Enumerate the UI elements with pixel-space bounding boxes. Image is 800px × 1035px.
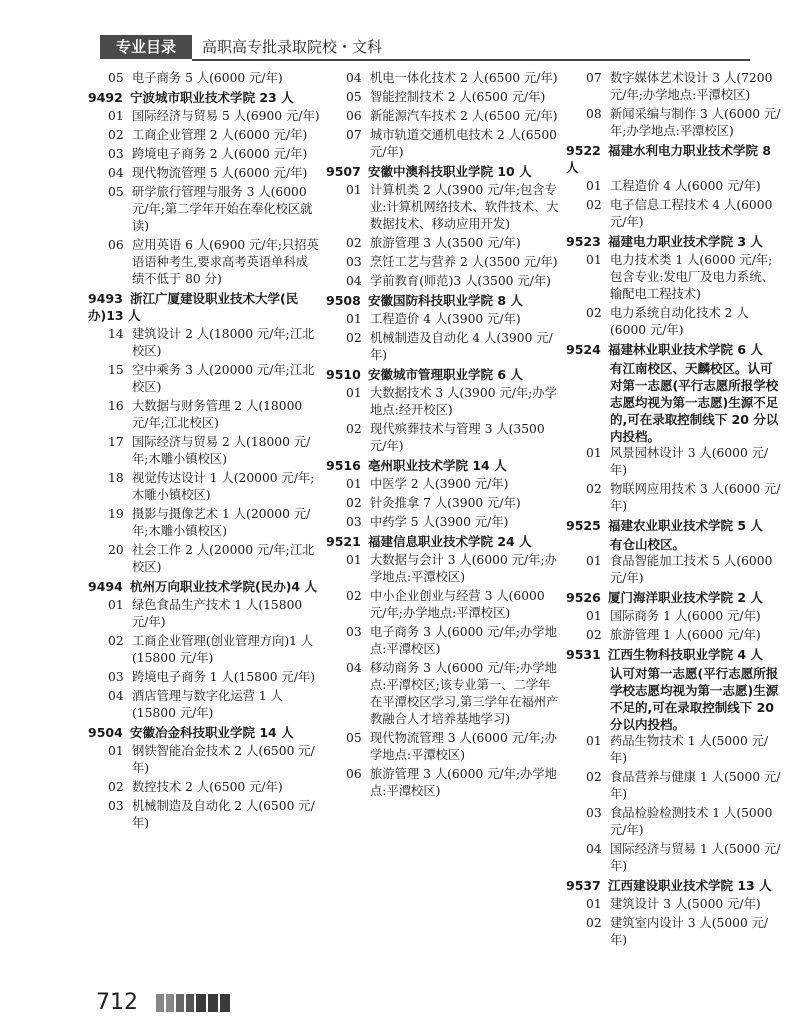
major-item [326,514,562,531]
school-name: 厦门海洋职业技术学院 2 人 [608,590,763,605]
major-text: 建筑室内设计 3 人(5000 元/年) [610,916,769,947]
major-code: 02 [346,422,362,436]
school-heading [566,517,784,534]
major-item [88,184,320,235]
major-code: 14 [108,327,124,341]
major-code: 01 [346,183,362,197]
school-name: 安徽国防科技职业学院 8 人 [368,293,523,308]
major-item [566,733,784,767]
school-name: 福建林业职业技术学院 6 人 [608,342,763,357]
school-code: 9516 [326,458,361,473]
school-heading [566,877,784,894]
major-text: 旅游管理 3 人(3500 元/年) [370,236,521,250]
major-text: 钢铁智能冶金技术 2 人(6500 元/年) [132,744,315,775]
major-text: 食品检验检测技术 1 人(5000 元/年) [610,806,773,837]
page-title: 高职高专批录取院校・文科 [202,38,383,56]
major-text: 智能控制技术 2 人(6500 元/年) [370,90,546,104]
major-item [566,252,784,303]
major-item [88,237,320,288]
major-code: 02 [586,198,602,212]
school-name: 浙江广厦建设职业技术大学(民办)13 人 [88,291,299,323]
major-code: 07 [586,71,602,85]
major-item [566,553,784,587]
major-code: 01 [346,312,362,326]
major-item [566,608,784,625]
major-code: 05 [346,90,362,104]
major-code: 04 [108,689,124,703]
major-code: 07 [346,128,362,142]
school-name: 安徽城市管理职业学院 6 人 [368,367,523,382]
major-text: 现代物流管理 3 人(6000 元/年;办学地点:平潭校区) [370,731,557,762]
page-number: 712 [96,990,138,1015]
major-code: 02 [108,780,124,794]
major-item [326,730,562,764]
school-heading [88,724,320,741]
major-text: 摄影与摄像艺术 1 人(20000 元/年;木雕小镇校区) [132,507,311,538]
major-text: 旅游管理 1 人(6000 元/年) [610,628,761,642]
major-code: 01 [586,554,602,568]
major-item [326,660,562,728]
major-text: 城市轨道交通机电技术 2 人(6500 元/年) [370,128,557,159]
major-code: 02 [346,589,362,603]
major-text: 计算机类 2 人(3900 元/年;包含专业:计算机网络技术、软件技术、大数据技术、移动应用开发) [370,183,559,231]
major-code: 03 [346,625,362,639]
major-item [566,178,784,195]
major-item [326,182,562,233]
major-item [88,146,320,163]
major-item [88,743,320,777]
school-note: 有仓山校区。 [610,537,686,552]
major-item [88,470,320,504]
major-code: 02 [586,306,602,320]
major-text: 数控技术 2 人(6500 元/年) [132,780,283,794]
major-code: 01 [586,179,602,193]
major-text: 工商企业管理 2 人(6000 元/年) [132,128,308,142]
column-1 [88,70,320,834]
major-text: 视觉传达设计 1 人(20000 元/年;木雕小镇校区) [132,471,315,502]
school-heading [88,290,320,324]
major-item [566,197,784,231]
school-note: 认可对第一志愿(平行志愿所报学校志愿均视为第一志愿)生源不足的,可在录取控制线下 20 分以内投档。 [610,666,779,732]
school-name: 福建电力职业技术学院 3 人 [608,234,763,249]
major-text: 绿色食品生产技术 1 人(15800 元/年) [132,598,303,629]
major-item [566,896,784,913]
major-code: 15 [108,363,124,377]
school-heading [326,457,562,474]
major-code: 02 [346,496,362,510]
major-text: 药品生物技术 1 人(5000 元/年) [610,734,769,765]
major-code: 06 [346,767,362,781]
major-item [566,841,784,875]
school-name: 安徽冶金科技职业学院 14 人 [130,725,294,740]
major-text: 应用英语 6 人(6900 元/年;只招英语语种考生,要求高考英语单科成绩不低于 80 分) [132,238,319,286]
school-name: 福建水利电力职业技术学院 8 人 [566,143,772,175]
major-text: 电子信息工程技术 4 人(6000 元/年) [610,198,773,229]
school-note: 有江南校区、天麟校区。认可对第一志愿(平行志愿所报学校志愿均视为第一志愿)生源不足的,可在录取控制线下 20 分以内投档。 [610,361,779,444]
school-name: 江西生物科技职业学院 4 人 [608,647,763,662]
major-code: 04 [586,842,602,856]
major-item [88,127,320,144]
major-text: 旅游管理 3 人(6000 元/年;办学地点:平潭校区) [370,767,557,798]
major-item [326,624,562,658]
school-heading [326,163,562,180]
major-item [566,769,784,803]
major-code: 19 [108,507,124,521]
school-code: 9492 [88,90,123,105]
major-text: 电子商务 5 人(6000 元/年) [132,71,283,85]
school-code: 9504 [88,725,123,740]
major-text: 移动商务 3 人(6000 元/年;办学地点:平潭校区;该专业第一、二学年在平潭校区学习,第三学年在福州产教融合人才培养基地学习) [370,661,559,726]
major-item [326,552,562,586]
school-name: 亳州职业技术学院 14 人 [368,458,507,473]
school-name: 江西建设职业技术学院 13 人 [608,878,772,893]
major-text: 大数据与会计 3 人(6000 元/年;办学地点:平潭校区) [370,553,557,584]
major-text: 现代物流管理 5 人(6000 元/年) [132,166,308,180]
major-item [326,330,562,364]
major-item [88,779,320,796]
major-text: 新闻采编与制作 3 人(6000 元/年;办学地点:平潭校区) [610,107,781,138]
major-text: 酒店管理与数字化运营 1 人(15800 元/年) [132,689,283,720]
major-code: 01 [586,446,602,460]
school-code: 9537 [566,878,601,893]
major-text: 建筑设计 2 人(18000 元/年;江北校区) [132,327,315,358]
major-code: 01 [586,734,602,748]
major-code: 17 [108,435,124,449]
major-text: 电力技术类 1 人(6000 元/年;包含专业:发电厂及电力系统、输配电工程技术) [610,253,775,301]
major-text: 针灸推拿 7 人(3900 元/年) [370,496,521,510]
column-2 [326,70,562,802]
school-name: 杭州万向职业技术学院(民办)4 人 [130,579,317,594]
major-item [326,89,562,106]
major-code: 03 [108,799,124,813]
major-text: 机械制造及自动化 4 人(3900 元/年) [370,331,553,362]
major-item [88,688,320,722]
major-item [88,669,320,686]
major-item [326,127,562,161]
major-code: 20 [108,543,124,557]
major-text: 现代殡葬技术与管理 3 人(3500 元/年) [370,422,545,453]
major-text: 跨境电子商务 1 人(15800 元/年) [132,670,316,684]
major-code: 03 [108,147,124,161]
major-text: 食品智能加工技术 5 人(6000 元/年) [610,554,773,585]
major-item [566,805,784,839]
school-heading [566,589,784,606]
major-text: 电子商务 3 人(6000 元/年;办学地点:平潭校区) [370,625,557,656]
major-code: 03 [586,806,602,820]
major-item [326,766,562,800]
major-text: 社会工作 2 人(20000 元/年;江北校区) [132,543,315,574]
school-heading [88,578,320,595]
school-code: 9508 [326,293,361,308]
major-item [88,506,320,540]
major-code: 01 [346,386,362,400]
major-code: 06 [346,109,362,123]
school-code: 9522 [566,143,601,158]
major-item [326,70,562,87]
major-text: 空中乘务 3 人(20000 元/年;江北校区) [132,363,315,394]
school-heading [566,233,784,250]
major-item [566,70,784,104]
major-code: 08 [586,107,602,121]
major-text: 中医学 2 人(3900 元/年) [370,477,509,491]
school-heading [326,366,562,383]
major-code: 01 [108,598,124,612]
major-item [326,588,562,622]
major-item [566,481,784,515]
school-code: 9510 [326,367,361,382]
school-code: 9494 [88,579,123,594]
school-name: 福建信息职业技术学院 24 人 [368,534,532,549]
school-code: 9524 [566,342,601,357]
major-code: 02 [586,628,602,642]
major-text: 跨境电子商务 2 人(6000 元/年) [132,147,308,161]
major-text: 电力系统自动化技术 2 人(6000 元/年) [610,306,749,337]
school-heading [566,341,784,358]
major-text: 机电一体化技术 2 人(6500 元/年) [370,71,558,85]
major-item [88,70,320,87]
major-item [326,108,562,125]
major-code: 01 [108,109,124,123]
major-code: 01 [346,553,362,567]
school-heading [326,292,562,309]
major-code: 03 [346,255,362,269]
school-code: 9526 [566,590,601,605]
school-heading [326,533,562,550]
major-item [566,106,784,140]
major-text: 数字媒体艺术设计 3 人(7200 元/年;办学地点:平潭校区) [610,71,773,102]
major-item [88,398,320,432]
school-heading [566,142,784,176]
major-item [326,273,562,290]
header-rule [192,59,750,61]
major-code: 02 [108,128,124,142]
major-item [88,633,320,667]
major-item [88,165,320,182]
major-code: 04 [346,661,362,675]
major-item [566,305,784,339]
major-item [326,421,562,455]
major-item [88,597,320,631]
major-text: 学前教育(师范)3 人(3500 元/年) [370,274,551,288]
major-item [326,311,562,328]
school-name: 宁波城市职业技术学院 23 人 [130,90,294,105]
major-text: 建筑设计 3 人(5000 元/年) [610,897,761,911]
major-code: 02 [346,236,362,250]
major-item [88,108,320,125]
major-text: 大数据与财务管理 2 人(18000 元/年;江北校区) [132,399,303,430]
major-item [326,385,562,419]
school-name: 福建农业职业技术学院 5 人 [608,518,763,533]
major-code: 01 [346,477,362,491]
school-code: 9531 [566,647,601,662]
major-code: 05 [346,731,362,745]
major-text: 物联网应用技术 3 人(6000 元/年) [610,482,781,513]
major-item [326,254,562,271]
major-text: 工商企业管理(创业管理方向)1 人(15800 元/年) [132,634,314,665]
major-text: 机械制造及自动化 2 人(6500 元/年) [132,799,315,830]
school-name: 安徽中澳科技职业学院 10 人 [368,164,532,179]
major-text: 新能源汽车技术 2 人(6500 元/年) [370,109,558,123]
major-code: 04 [346,274,362,288]
school-heading [88,89,320,106]
major-code: 03 [108,670,124,684]
school-code: 9525 [566,518,601,533]
major-text: 工程造价 4 人(3900 元/年) [370,312,521,326]
section-tag: 专业目录 [100,35,192,59]
major-code: 04 [108,166,124,180]
major-text: 食品营养与健康 1 人(5000 元/年) [610,770,781,801]
major-text: 研学旅行管理与服务 3 人(6000 元/年;第二学年开始在奉化校区就读) [132,185,313,233]
page-header [100,35,750,61]
major-text: 国际经济与贸易 2 人(18000 元/年;木雕小镇校区) [132,435,311,466]
major-code: 02 [346,331,362,345]
major-code: 02 [108,634,124,648]
major-code: 05 [108,71,124,85]
major-text: 中药学 5 人(3900 元/年) [370,515,509,529]
major-code: 04 [346,71,362,85]
major-code: 01 [586,897,602,911]
major-item [326,476,562,493]
major-code: 02 [586,916,602,930]
major-item [566,445,784,479]
major-item [566,627,784,644]
major-item [88,798,320,832]
major-item [326,235,562,252]
major-code: 18 [108,471,124,485]
column-3 [566,70,784,951]
major-item [88,542,320,576]
school-code: 9521 [326,534,361,549]
major-text: 中小企业创业与经营 3 人(6000 元/年;办学地点:平潭校区) [370,589,545,620]
major-text: 烹饪工艺与营养 2 人(3500 元/年) [370,255,558,269]
major-text: 国际商务 1 人(6000 元/年) [610,609,761,623]
school-heading [566,646,784,663]
major-code: 16 [108,399,124,413]
major-item [326,495,562,512]
major-text: 国际经济与贸易 1 人(5000 元/年) [610,842,781,873]
major-code: 03 [346,515,362,529]
major-text: 大数据技术 3 人(3900 元/年;办学地点:经开校区) [370,386,557,417]
major-code: 01 [108,744,124,758]
major-code: 06 [108,238,124,252]
major-code: 01 [586,609,602,623]
major-code: 02 [586,770,602,784]
major-item [88,362,320,396]
major-text: 风景园林设计 3 人(6000 元/年) [610,446,769,477]
major-code: 05 [108,185,124,199]
major-code: 01 [586,253,602,267]
major-item [88,434,320,468]
major-text: 工程造价 4 人(6000 元/年) [610,179,761,193]
school-code: 9507 [326,164,361,179]
school-code: 9523 [566,234,601,249]
major-item [566,915,784,949]
major-text: 国际经济与贸易 5 人(6900 元/年) [132,109,320,123]
major-code: 02 [586,482,602,496]
major-item [88,326,320,360]
school-code: 9493 [88,291,123,306]
footer-bars-decoration [156,994,230,1012]
